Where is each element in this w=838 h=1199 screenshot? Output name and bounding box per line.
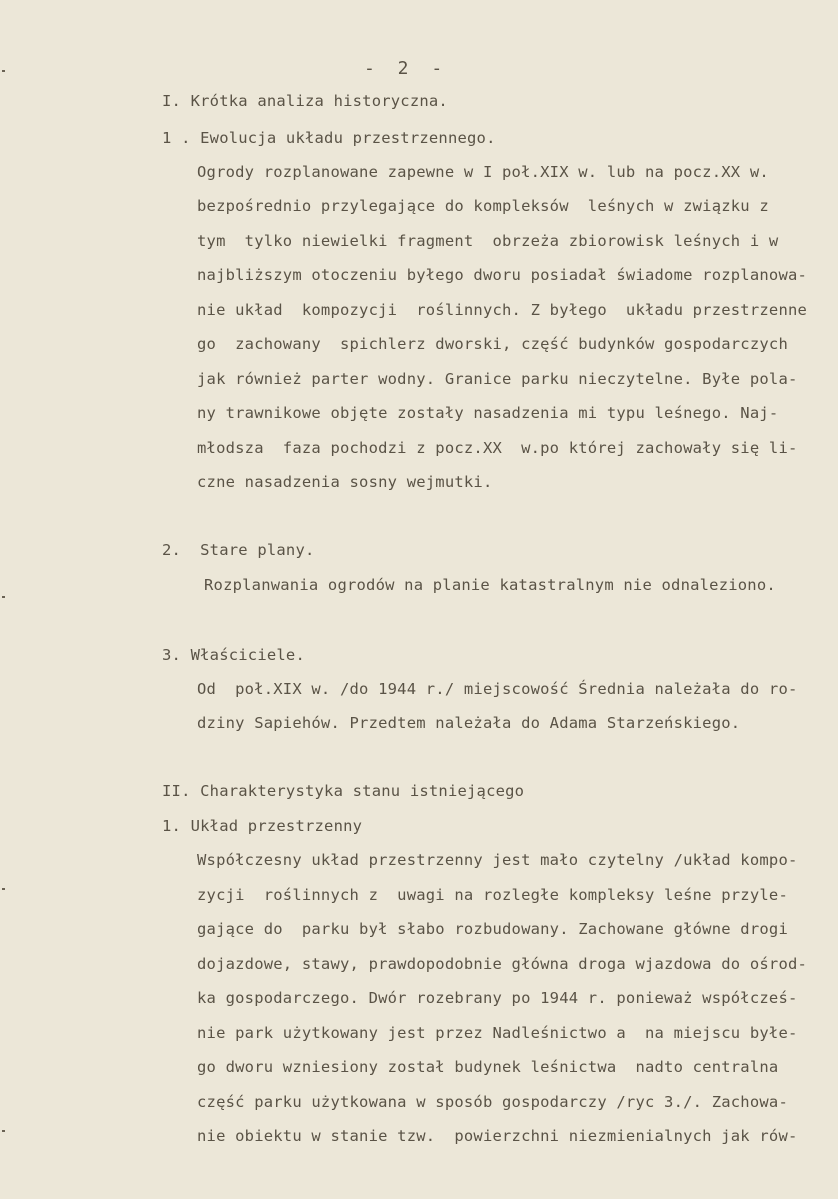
paragraph-line: zycji roślinnych z uwagi na rozległe kompleksy leśne przyle- [197, 886, 788, 904]
paragraph-line: część parku użytkowana w sposób gospodarczy /ryc 3./. Zachowa- [197, 1093, 788, 1111]
binding-hole-mark [2, 596, 5, 598]
section-heading-1: I. Krótka analiza historyczna. [162, 92, 448, 110]
binding-hole-mark [2, 888, 5, 890]
subsection-title: 1. Układ przestrzenny [162, 817, 363, 835]
paragraph-line: dziny Sapiehów. Przedtem należała do Adama Starzeńskiego. [197, 714, 741, 732]
paragraph-line: Ogrody rozplanowane zapewne w I poł.XIX w. lub na pocz.XX w. [197, 163, 769, 181]
paragraph-line: ny trawnikowe objęte zostały nasadzenia mi typu leśnego. Naj- [197, 404, 779, 422]
section-heading-2: II. Charakterystyka stanu istniejącego [162, 782, 525, 800]
paragraph-line: bezpośrednio przylegające do kompleksów leśnych w związku z [197, 197, 769, 215]
paragraph-line: jak również parter wodny. Granice parku nieczytelne. Byłe pola- [197, 370, 798, 388]
page-number: - 2 - [364, 58, 449, 79]
paragraph-line: go dworu wzniesiony został budynek leśnictwa nadto centralna [197, 1058, 779, 1076]
paragraph-line: ka gospodarczego. Dwór rozebrany po 1944 r. ponieważ współcześ- [197, 989, 798, 1007]
subsection-title: 3. Właściciele. [162, 646, 305, 664]
paragraph-line: najbliższym otoczeniu byłego dworu posiadał świadome rozplanowa- [197, 266, 808, 284]
subsection-title: 1 . Ewolucja układu przestrzennego. [162, 129, 496, 147]
paragraph-line: Od poł.XIX w. /do 1944 r./ miejscowość Średnia należała do ro- [197, 680, 798, 698]
paragraph-line: dojazdowe, stawy, prawdopodobnie główna droga wjazdowa do ośrod- [197, 955, 808, 973]
paragraph-line: gające do parku był słabo rozbudowany. Zachowane główne drogi [197, 920, 788, 938]
binding-hole-mark [2, 1130, 5, 1132]
subsection-title: 2. Stare plany. [162, 541, 315, 559]
paragraph-line: nie park użytkowany jest przez Nadleśnictwo a na miejscu byłe- [197, 1024, 798, 1042]
paragraph-line: go zachowany spichlerz dworski, część budynków gospodarczych [197, 335, 788, 353]
paragraph-line: tym tylko niewielki fragment obrzeża zbiorowisk leśnych i w [197, 232, 779, 250]
paragraph-line: nie układ kompozycji roślinnych. Z byłego układu przestrzenne [197, 301, 808, 319]
paragraph-line: Współczesny układ przestrzenny jest mało czytelny /układ kompo- [197, 851, 798, 869]
paragraph-line: nie obiektu w stanie tzw. powierzchni niezmienialnych jak rów- [197, 1127, 798, 1145]
binding-hole-mark [2, 70, 5, 72]
paragraph-line: czne nasadzenia sosny wejmutki. [197, 473, 493, 491]
paragraph-line: Rozplanwania ogrodów na planie katastralnym nie odnaleziono. [204, 576, 776, 594]
paragraph-line: młodsza faza pochodzi z pocz.XX w.po której zachowały się li- [197, 439, 798, 457]
